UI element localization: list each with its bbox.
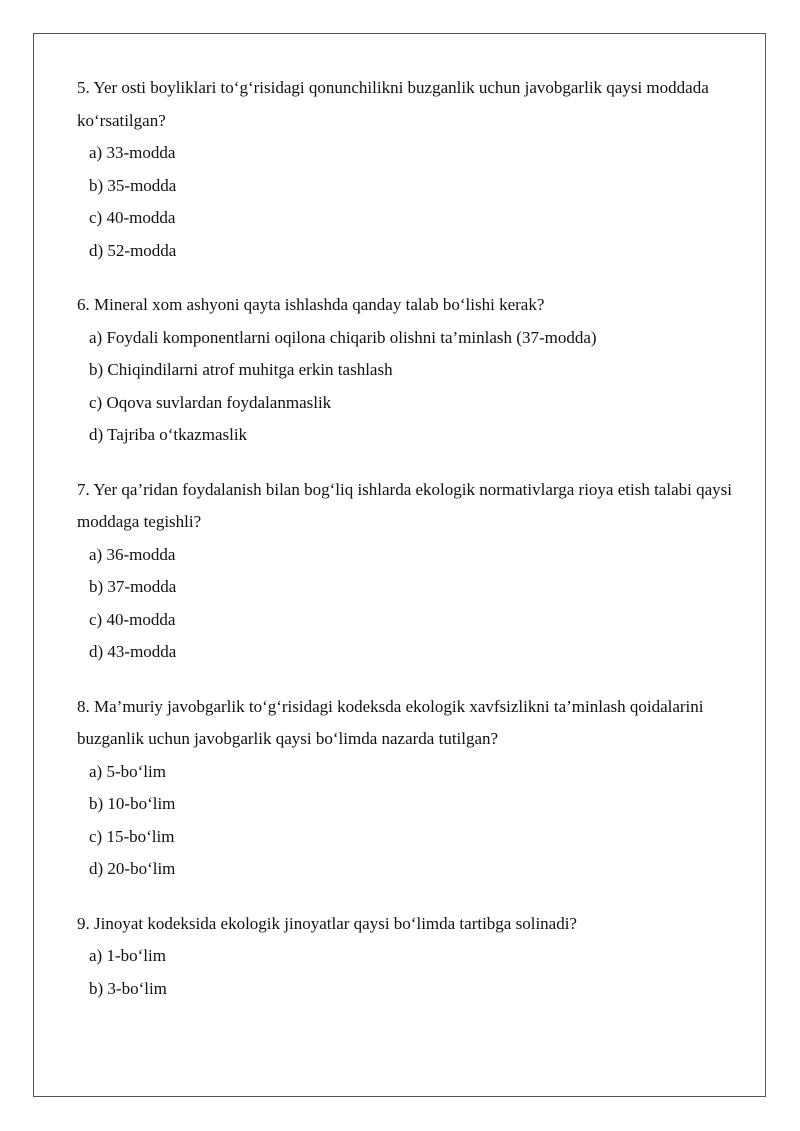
question-8: [77, 691, 737, 886]
question-6: [77, 289, 737, 452]
question-7: [77, 474, 737, 669]
option-b: b) 35-modda: [89, 175, 177, 195]
question-text: 9. Jinoyat kodeksida ekologik jinoyatlar qaysi bo‘limda tartibga solinadi?: [77, 913, 577, 933]
option-b: b) 37-modda: [89, 577, 177, 596]
option-b: b) 3-bo‘lim: [89, 978, 167, 998]
options-list: [77, 940, 737, 1005]
option-c: c) Oqova suvlardan foydalanmaslik: [89, 392, 332, 412]
option-a: a) 1-bo‘lim: [89, 946, 166, 965]
options-list: [77, 756, 737, 886]
options-list: [77, 322, 737, 452]
document-content: [77, 72, 737, 1027]
options-list: [77, 137, 737, 267]
question-text: 5. Yer osti boyliklari to‘g‘risidagi qonunchilikni buzganlik uchun javobgarlik qaysi moddada ko‘rsatilgan?: [77, 78, 709, 130]
question-text: 6. Mineral xom ashyoni qayta ishlashda qanday talab bo‘lishi kerak?: [77, 295, 545, 314]
option-d: d) Tajriba o‘tkazmaslik: [89, 425, 248, 444]
options-list: [77, 539, 737, 669]
option-a: a) 36-modda: [89, 544, 176, 564]
option-d: d) 43-modda: [89, 642, 177, 661]
question-text: 7. Yer qa’ridan foydalanish bilan bog‘liq ishlarda ekologik normativlarga rioya etish talabi qaysi moddaga tegishli?: [77, 479, 732, 531]
option-c: c) 40-modda: [89, 208, 176, 227]
option-c: c) 15-bo‘lim: [89, 826, 175, 846]
option-d: d) 20-bo‘lim: [89, 859, 176, 878]
option-b: b) Chiqindilarni atrof muhitga erkin tashlash: [89, 360, 393, 379]
option-a: a) 33-modda: [89, 143, 176, 162]
question-text: 8. Ma’muriy javobgarlik to‘g‘risidagi kodeksda ekologik xavfsizlikni ta’minlash qoidalarini buzganlik uchun javobgarlik qaysi bo‘limda nazarda tutilgan?: [77, 696, 704, 748]
question-9: [77, 908, 737, 1006]
option-b: b) 10-bo‘lim: [89, 794, 176, 813]
question-5: [77, 72, 737, 267]
option-c: c) 40-modda: [89, 609, 176, 629]
option-a: a) Foydali komponentlarni oqilona chiqarib olishni ta’minlash (37-modda): [89, 327, 597, 347]
option-d: d) 52-modda: [89, 240, 177, 260]
option-a: a) 5-bo‘lim: [89, 761, 166, 781]
